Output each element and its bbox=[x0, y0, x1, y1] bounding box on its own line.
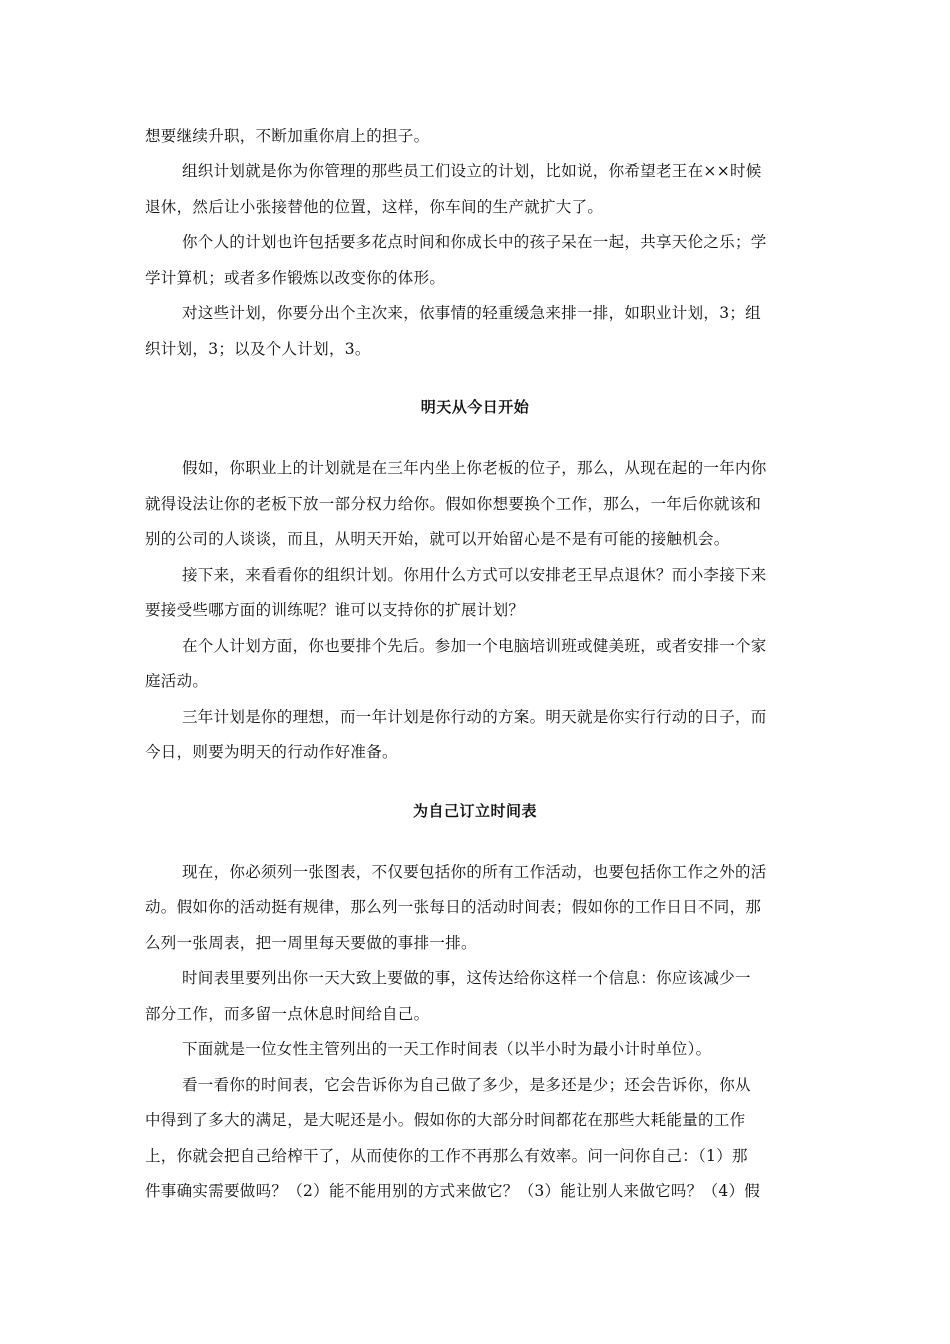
paragraph-line: 假如，你职业上的计划就是在三年内坐上你老板的位子，那么，从现在起的一年内你 bbox=[182, 459, 767, 477]
paragraph-line: 中得到了多大的满足，是大呢还是小。假如你的大部分时间都花在那些大耗能量的工作 bbox=[145, 1111, 746, 1129]
paragraph-line: 时间表里要列出你一天大致上要做的事，这传达给你这样一个信息：你应该减少一 bbox=[182, 969, 751, 987]
paragraph-line: 接下来，来看看你的组织计划。你用什么方式可以安排老王早点退休？而小李接下来 bbox=[182, 566, 767, 584]
paragraph-line: 庭活动。 bbox=[145, 672, 209, 690]
paragraph-line: 动。假如你的活动挺有规律，那么列一张每日的活动时间表；假如你的工作日日不同，那 bbox=[145, 898, 762, 916]
paragraph-line: 想要继续升职，不断加重你肩上的担子。 bbox=[145, 127, 430, 145]
paragraph-line: 退休，然后让小张接替他的位置，这样，你车间的生产就扩大了。 bbox=[145, 198, 604, 216]
paragraph-line: 学计算机；或者多作锻炼以改变你的体形。 bbox=[145, 269, 446, 287]
paragraph-line: 么列一张周表，把一周里每天要做的事排一排。 bbox=[145, 934, 477, 952]
paragraph-line: 织计划，3；以及个人计划，3。 bbox=[145, 340, 371, 358]
paragraph-line: 就得设法让你的老板下放一部分权力给你。假如你想要换个工作，那么，一年后你就该和 bbox=[145, 495, 762, 513]
paragraph-line: 下面就是一位女性主管列出的一天工作时间表（以半小时为最小计时单位）。 bbox=[182, 1040, 712, 1058]
paragraph-line: 三年计划是你的理想，而一年计划是你行动的方案。明天就是你实行行动的日子，而 bbox=[182, 708, 767, 726]
paragraph-line: 组织计划就是你为你管理的那些员工们设立的计划，比如说，你希望老王在××时候 bbox=[182, 162, 762, 180]
paragraph-line: 别的公司的人谈谈，而且，从明天开始，就可以开始留心是不是有可能的接触机会。 bbox=[145, 530, 730, 548]
section-heading: 明天从今日开始 bbox=[420, 398, 530, 416]
paragraph-line: 现在，你必须列一张图表，不仅要包括你的所有工作活动，也要包括你工作之外的活 bbox=[182, 863, 767, 881]
section-heading: 为自己订立时间表 bbox=[412, 802, 537, 820]
paragraph-line: 上，你就会把自己给榨干了，从而使你的工作不再那么有效率。问一问你自己：（1）那 bbox=[145, 1147, 748, 1165]
paragraph-line: 部分工作，而多留一点休息时间给自己。 bbox=[145, 1005, 430, 1023]
paragraph-line: 你个人的计划也许包括要多花点时间和你成长中的孩子呆在一起，共享天伦之乐；学 bbox=[182, 233, 767, 251]
paragraph-line: 在个人计划方面，你也要排个先后。参加一个电脑培训班或健美班，或者安排一个家 bbox=[182, 637, 767, 655]
paragraph-line: 件事确实需要做吗？（2）能不能用别的方式来做它？（3）能让别人来做它吗？（4）假 bbox=[145, 1182, 761, 1200]
paragraph-line: 对这些计划，你要分出个主次来，依事情的轻重缓急来排一排，如职业计划，3；组 bbox=[182, 304, 761, 322]
paragraph-line: 要接受些哪方面的训练呢？谁可以支持你的扩展计划？ bbox=[145, 601, 525, 619]
paragraph-line: 今日，则要为明天的行动作好准备。 bbox=[145, 743, 398, 761]
paragraph-line: 看一看你的时间表，它会告诉你为自己做了多少，是多还是少；还会告诉你，你从 bbox=[182, 1076, 751, 1094]
